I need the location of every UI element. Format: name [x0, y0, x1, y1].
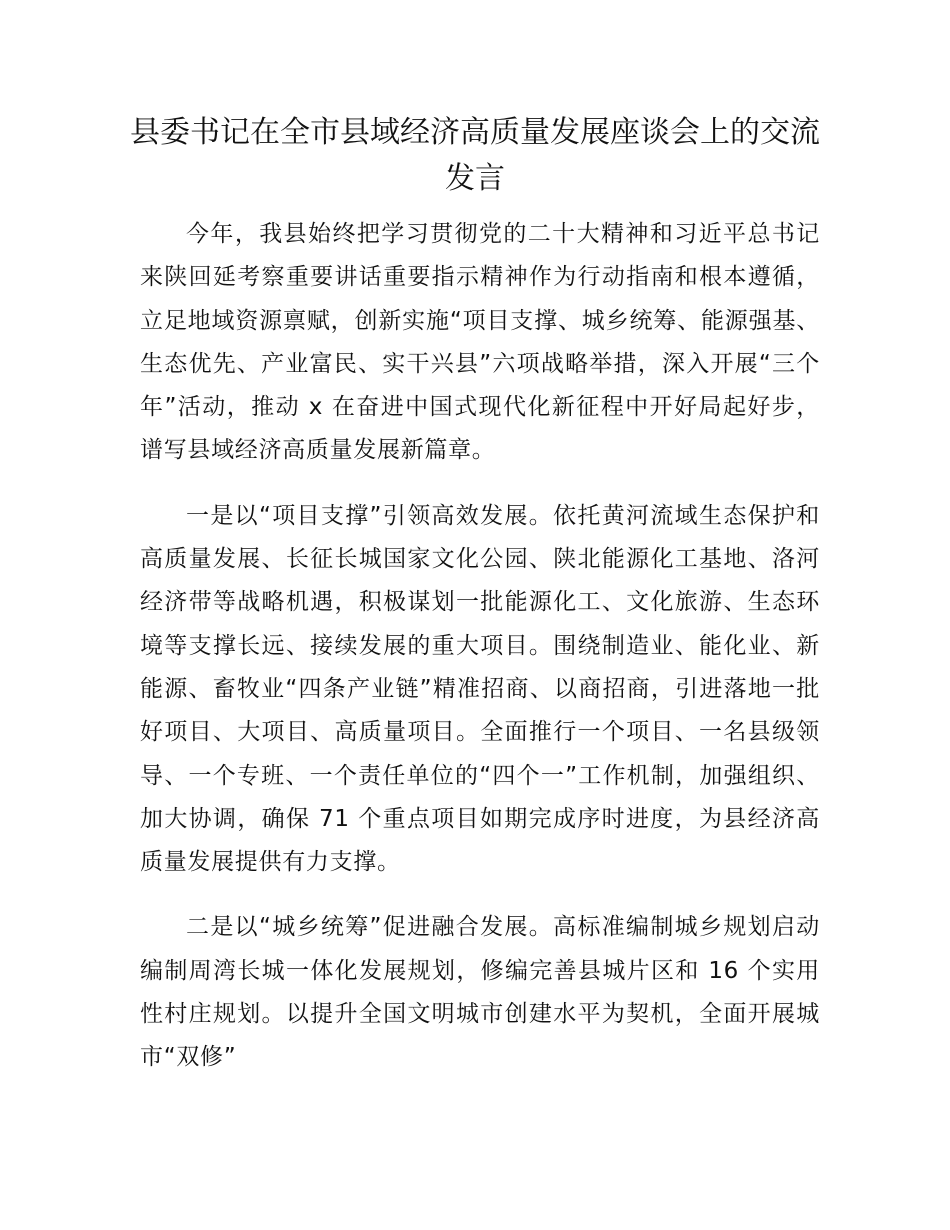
document-body [140, 213, 820, 1102]
paragraph-project-support: 一是以“项目支撑”引领高效发展。依托黄河流域生态保护和高质量发展、长征长城国家文化公园、陕北能源化工基地、洛河经济带等战略机遇，积极谋划一批能源化工、文化旅游、生态环境等支撑长远、接续发展的重大项目。围绕制造业、能化业、新能源、畜牧业“四条产业链”精准招商、以商招商，引进落地一批好项目、大项目、高质量项目。全面推行一个项目、一名县级领导、一个专班、一个责任单位的“四个一”工作机制，加强组织、加大协调，确保 71 个重点项目如期完成序时进度，为县经济高质量发展提供有力支撑。 [140, 502, 820, 876]
paragraph-urban-rural: 二是以“城乡统筹”促进融合发展。高标准编制城乡规划启动编制周湾长城一体化发展规划，修编完善县城片区和 16 个实用性村庄规划。以提升全国文明城市创建水平为契机，全面开展城市“双修” [140, 914, 820, 1071]
paragraph-intro: 今年，我县始终把学习贯彻党的二十大精神和习近平总书记来陕回延考察重要讲话重要指示精神作为行动指南和根本遵循，立足地域资源禀赋，创新实施“项目支撑、城乡统筹、能源强基、生态优先、产业富民、实干兴县”六项战略举措，深入开展“三个年”活动，推动 x 在奋进中国式现代化新征程中开好局起好步，谱写县域经济高质量发展新篇章。 [140, 221, 820, 464]
document-title: 县委书记在全市县域经济高质量发展座谈会上的交流发言 [130, 115, 820, 196]
